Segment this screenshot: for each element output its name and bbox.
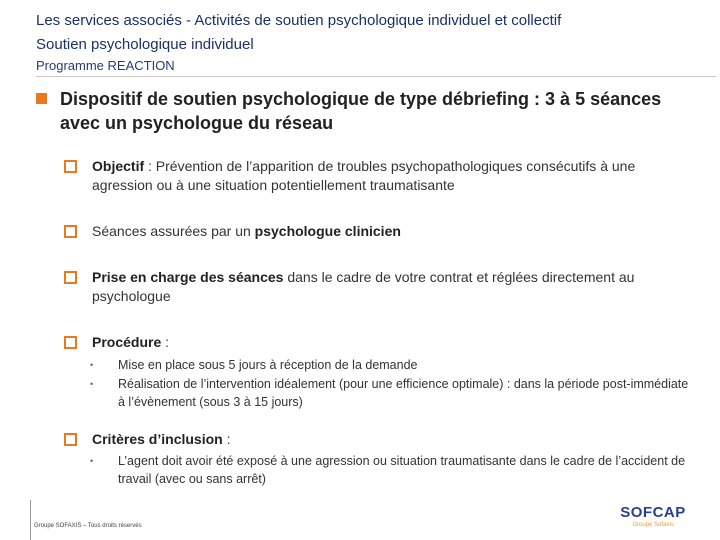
list-item-bold: psychologue clinicien [254,223,401,239]
list-item-rest: : Prévention de l’apparition de troubles psychopathologiques consécutifs à une agression ou à une situation potentiellement traumatisante [92,158,636,193]
list-item-text [92,222,694,241]
logo-name: SOFCAP [620,504,686,521]
hollow-square-bullet-icon [64,271,77,284]
list-item-text [92,333,694,352]
list-item-text [92,157,694,195]
hollow-square-bullet-icon [64,160,77,173]
page-subtitle: Programme REACTION [36,58,175,73]
list-item-pre: Séances assurées par un [92,223,255,239]
list-item-procedure [64,333,694,352]
list-item-rest: dans le cadre de votre contrat et réglées directement au psychologue [92,269,635,304]
main-bullet-square-icon [36,93,47,104]
list-item-bold: Critères d’inclusion [92,431,223,447]
procedure-step-text: Réalisation de l’intervention idéalement (pour une efficience optimale) : dans la période post-immédiate à l’évènement (sous 3 à 15 jours) [118,377,689,409]
hollow-square-bullet-icon [64,336,77,349]
page-title-line1: Les services associés - Activités de soutien psychologique individuel et collectif [36,12,562,29]
list-item-rest: : [161,334,170,350]
list-item-text [92,430,694,449]
list-item-prise-en-charge [64,268,694,306]
main-heading: Dispositif de soutien psychologique de type débriefing : 3 à 5 séances avec un psychologue du réseau [60,89,662,133]
logo-tagline: Groupe Sofaxis [632,522,674,528]
list-item-text [92,268,694,306]
hollow-square-bullet-icon [64,433,77,446]
bullet-dot-icon: • [90,379,94,389]
procedure-step [90,356,690,374]
list-item-bold: Prise en charge des séances [92,269,284,285]
list-item-criteres [64,430,694,449]
procedure-step-text: Mise en place sous 5 jours à réception de la demande [118,358,418,372]
footer-copyright: Groupe SOFAXIS – Tous droits réservés [34,523,142,529]
inclusion-criterion-text: L’agent doit avoir été exposé à une agression ou situation traumatisante dans le cadre de l’accident de travail (avec ou sans arrêt) [118,454,686,486]
header-divider [36,76,716,77]
page-title-line2: Soutien psychologique individuel [36,36,254,53]
bullet-dot-icon: • [90,360,94,370]
list-item-bold: Objectif [92,158,145,174]
bullet-dot-icon: • [90,456,94,466]
footer-divider [30,500,31,540]
inclusion-criterion [90,452,690,488]
list-item-bold: Procédure [92,334,162,350]
list-item-seances [64,222,694,241]
hollow-square-bullet-icon [64,225,77,238]
list-item-objectif [64,157,694,195]
sofcap-logo [620,505,686,529]
list-item-rest: : [222,431,231,447]
procedure-step [90,375,690,411]
